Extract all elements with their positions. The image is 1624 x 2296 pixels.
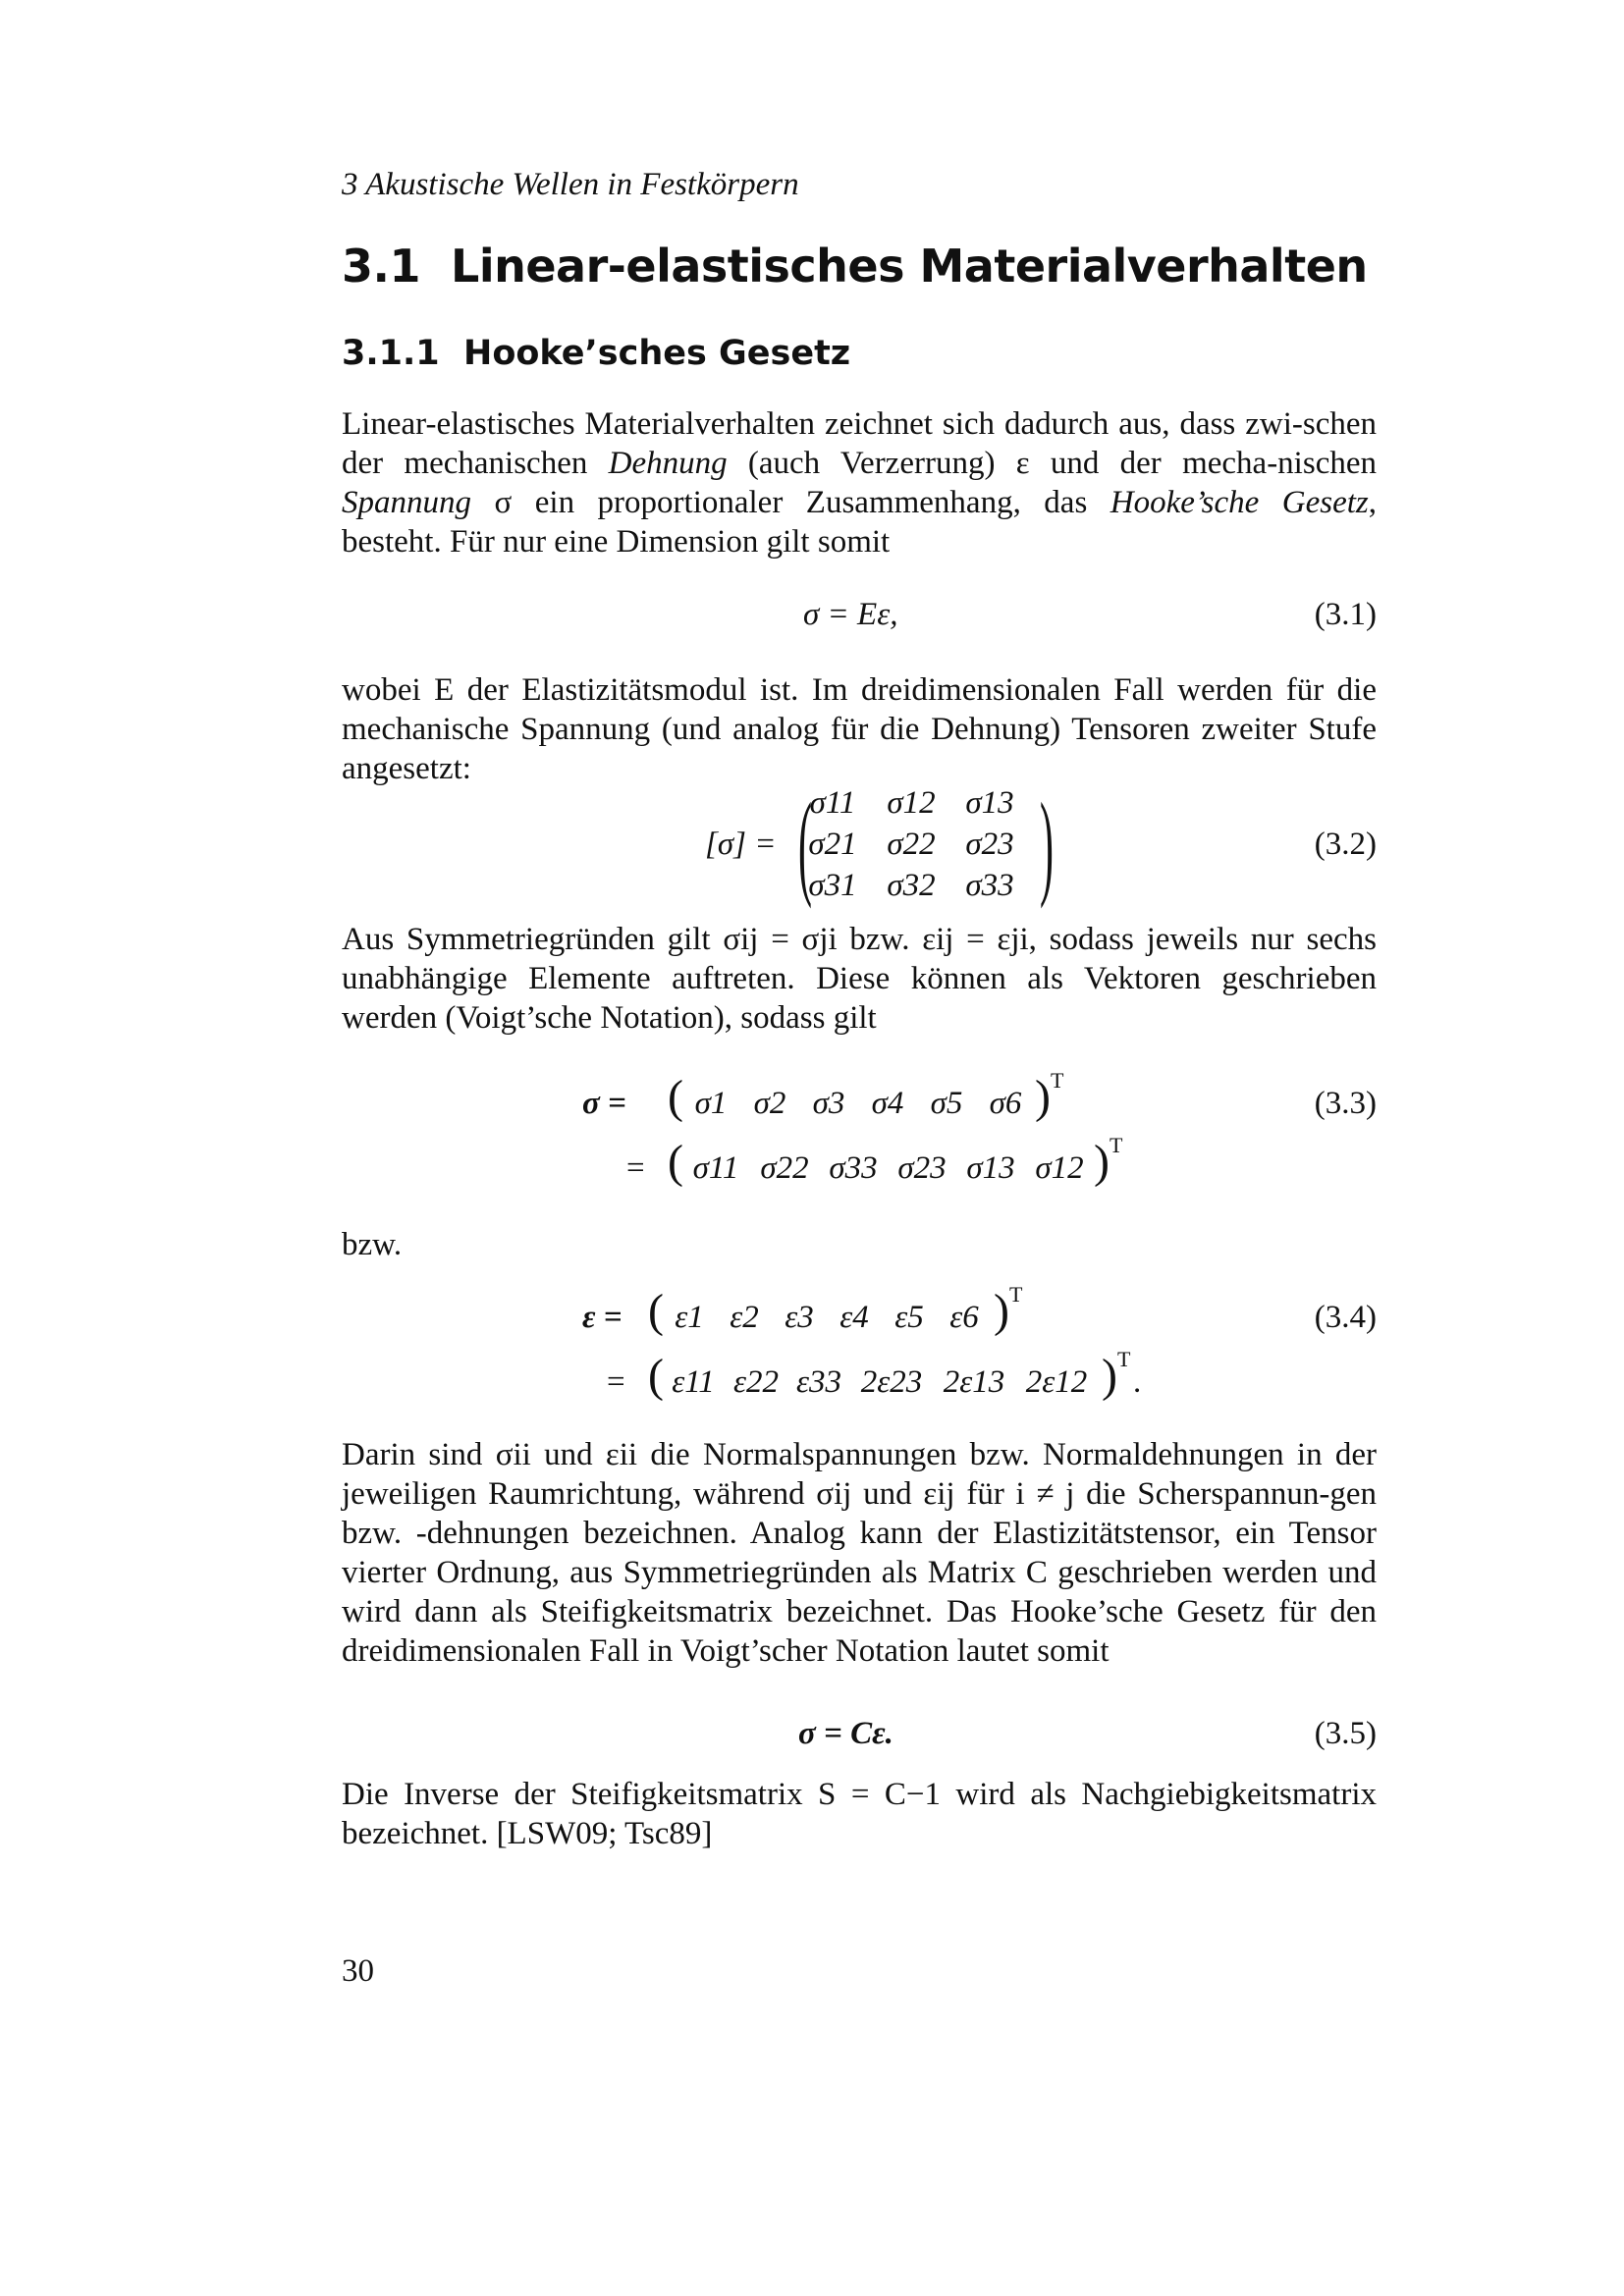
matrix-right-paren: ): [1039, 778, 1054, 909]
equation-number: (3.5): [1314, 1716, 1377, 1751]
subsection-number: 3.1.1: [342, 334, 440, 373]
subsection-title: Hooke’sches Gesetz: [463, 334, 851, 373]
equation-number: (3.3): [1314, 1086, 1377, 1121]
vector-row-2: ε11 ε22 ε33 2ε23 2ε13 2ε12: [672, 1364, 1088, 1400]
matrix-row-3: [793, 868, 1029, 904]
vector-right-paren: ): [994, 1285, 1009, 1337]
paragraph-intro: Linear-elastisches Materialverhalten zeichnet sich dadurch aus, dass zwi-schen der mechanischen Dehnung (auch Verzerrung) ε und der mecha-nischen Spannung σ ein proportionaler Zusammenhang, das Hooke’sche Gesetz, besteht. Für nur eine Dimension gilt somit: [342, 406, 1378, 560]
vector-left-paren: (: [648, 1285, 664, 1337]
subsection-heading: [342, 334, 850, 373]
equation-lhs: [σ] =: [705, 827, 777, 862]
equation-3-2: [342, 778, 1377, 909]
vector-right-paren: ): [1094, 1136, 1110, 1188]
equation-number: (3.2): [1314, 827, 1377, 862]
vector-left-paren: (: [668, 1136, 683, 1188]
vector-right-paren: ): [1102, 1350, 1117, 1402]
equation-content: σ = Cε.: [798, 1716, 893, 1751]
vector-row-1: σ1 σ2 σ3 σ4 σ5 σ6: [694, 1086, 1022, 1121]
vector-left-paren: (: [668, 1071, 683, 1123]
equation-3-3: σ = ( σ1 σ2 σ3 σ4 σ5 σ6 ) T (3.3) = ( σ11 σ22 σ33 σ23 σ13 σ12 ) T: [582, 1068, 1377, 1188]
section-title: Linear-elastisches Materialverhalten: [451, 240, 1368, 293]
section-heading: [342, 240, 1368, 293]
matrix-row-2: [793, 827, 1029, 863]
matrix-cell: σ22: [887, 827, 936, 862]
paragraph-symmetry: Aus Symmetriegründen gilt σij = σji bzw. εij = εji, sodass jeweils nur sechs unabhängige Elemente auftreten. Diese können als Vektoren geschrieben werden (Voigt’sche Notation), sodass gilt: [342, 922, 1377, 1036]
matrix-cell: σ31: [808, 868, 857, 903]
vector-row-1: ε1 ε2 ε3 ε4 ε5 ε6: [675, 1300, 979, 1335]
equation-lhs: σ =: [582, 1086, 626, 1121]
page-number: 30: [342, 1953, 374, 1989]
matrix-row-1: [793, 785, 1029, 822]
paragraph-stiffness: Darin sind σii und εii die Normalspannungen bzw. Normaldehnungen in der jeweiligen Raumrichtung, während σij und εij für i ≠ j die Scherspannun-gen bzw. -dehnungen bezeichnen. Analog kann der Elastizitätstensor, ein Tensor vierter Ordnung, aus Symmetriegründen als Matrix C geschrieben werden und wird dann als Steifigkeitsmatrix bezeichnet. Das Hooke’sche Gesetz für den dreidimensionalen Fall in Voigt’scher Notation lautet somit: [342, 1437, 1377, 1669]
matrix-cell: σ12: [887, 785, 936, 821]
section-number: 3.1: [342, 240, 420, 293]
paragraph-tensor: wobei E der Elastizitätsmodul ist. Im dreidimensionalen Fall werden für die mechanische Spannung (und analog für die Dehnung) Tensoren zweiter Stufe angesetzt:: [342, 672, 1377, 786]
vector-left-paren: (: [648, 1350, 664, 1402]
equation-number: (3.4): [1314, 1300, 1377, 1335]
matrix-left-paren: (: [797, 778, 812, 909]
bzw-text: bzw.: [342, 1227, 403, 1262]
equation-lhs: ε =: [582, 1300, 623, 1335]
running-head: 3 Akustische Wellen in Festkörpern: [342, 167, 799, 202]
vector-right-paren: ): [1035, 1071, 1051, 1123]
paragraph-compliance: Die Inverse der Steifigkeitsmatrix S = C−1 wird als Nachgiebigkeitsmatrix bezeichnet. [LSW09; Tsc89]: [342, 1777, 1377, 1851]
matrix-cell: σ13: [965, 785, 1014, 821]
equation-content: σ = Eε,: [803, 597, 898, 632]
equation-3-4: ε = ( ε1 ε2 ε3 ε4 ε5 ε6 ) T (3.4) = ( ε11 ε22 ε33 2ε23 2ε13 2ε12 ) T .: [582, 1282, 1377, 1402]
matrix-cell: σ32: [887, 868, 936, 903]
matrix-cell: σ23: [965, 827, 1014, 862]
matrix-cell: σ33: [965, 868, 1014, 903]
equation-number: (3.1): [1314, 597, 1377, 632]
matrix-cell: σ11: [809, 785, 856, 821]
vector-row-2: σ11 σ22 σ33 σ23 σ13 σ12: [692, 1150, 1084, 1186]
matrix-cell: σ21: [808, 827, 857, 862]
